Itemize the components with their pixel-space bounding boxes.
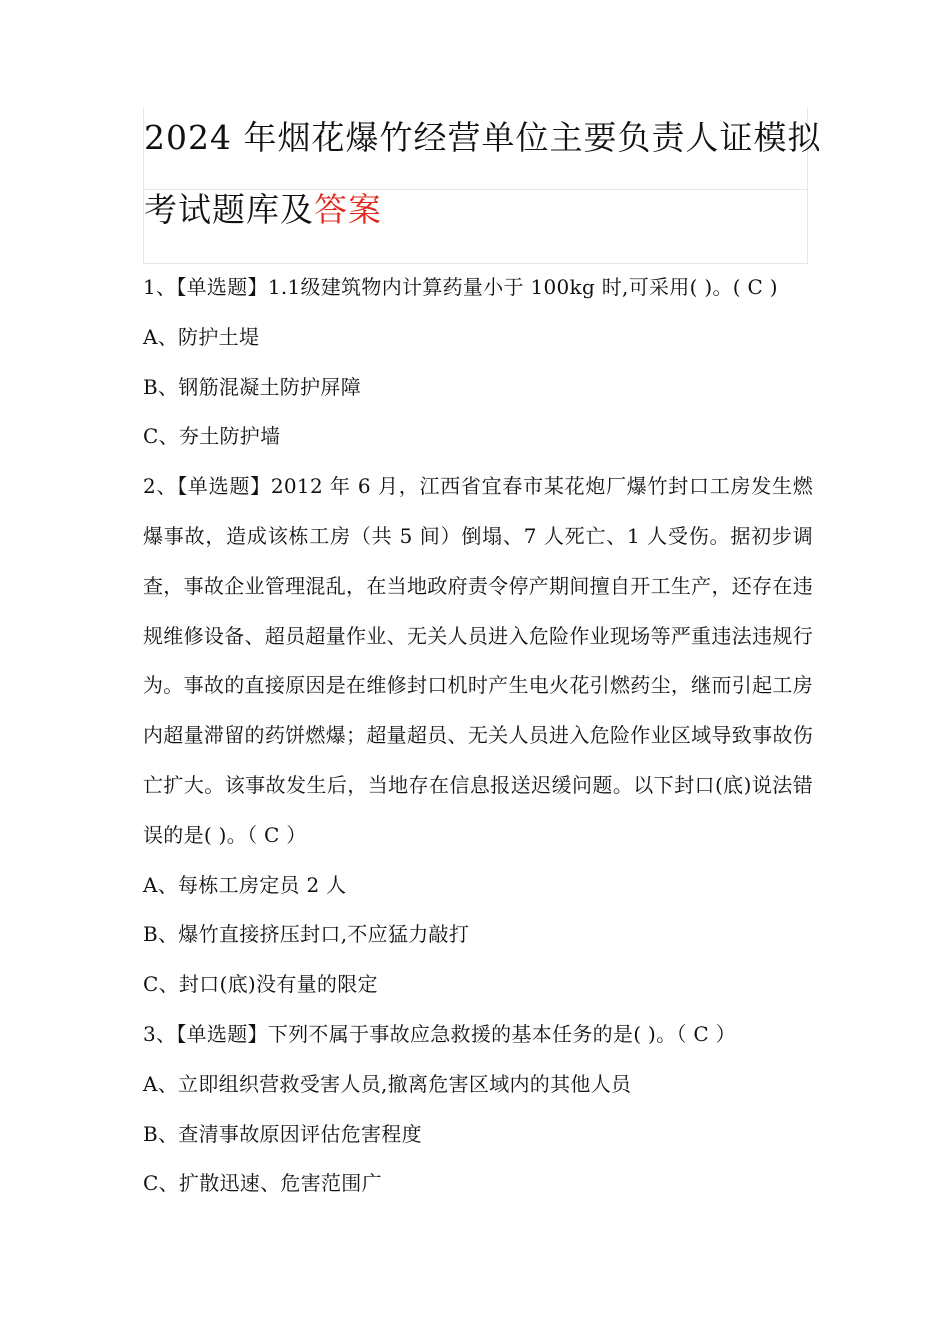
question-stem: 3、【单选题】下列不属于事故应急救援的基本任务的是( )。（ C ）	[143, 1021, 736, 1046]
title-accent-text: 答案	[314, 190, 382, 229]
title-box-line1	[143, 108, 822, 190]
question-stem: 1、【单选题】1.1级建筑物内计算药量小于 100kg 时,可采用( )。( C )	[143, 275, 778, 299]
question-list	[143, 263, 813, 1209]
question-2	[143, 462, 813, 1010]
option-b: B、查清事故原因评估危害程度	[143, 1121, 422, 1146]
option-b: B、爆竹直接挤压封口,不应猛力敲打	[143, 922, 470, 947]
option-c: C、夯土防护墙	[143, 424, 281, 449]
question-3	[143, 1010, 813, 1209]
question-1	[143, 263, 813, 462]
option-c: C、封口(底)没有量的限定	[143, 972, 378, 997]
option-c: C、扩散迅速、危害范围广	[143, 1171, 382, 1196]
option-a: A、每栋工房定员 2 人	[143, 872, 347, 897]
document-title-line2	[144, 190, 382, 230]
document-title-line1: 2024 年烟花爆竹经营单位主要负责人证模拟	[144, 118, 822, 157]
option-b: B、钢筋混凝土防护屏障	[143, 374, 361, 399]
title-main-text: 考试题库及	[144, 190, 314, 229]
title-box-line2	[143, 190, 808, 264]
option-a: A、立即组织营救受害人员,撤离危害区域内的其他人员	[143, 1071, 632, 1096]
question-stem: 2、【单选题】2012 年 6 月，江西省宜春市某花炮厂爆竹封口工房发生燃爆事故，造成该栋工房（共 5 间）倒塌、7 人死亡、1 人受伤。据初步调查，事故企业管理混乱，在当地政府责令停产期间擅自开工生产，还存在违规维修设备、超员超量作业、无关人员进入危险作业现场等严重违法违规行为。事故的直接原因是在维修封口机时产生电火花引燃药尘，继而引起工房内超量滞留的药饼燃爆；超量超员、无关人员进入危险作业区域导致事故伤亡扩大。该事故发生后，当地存在信息报送迟缓问题。以下封口(底)说法错误的是( )。（ C ）	[143, 474, 813, 847]
option-a: A、防护土堤	[143, 324, 260, 349]
